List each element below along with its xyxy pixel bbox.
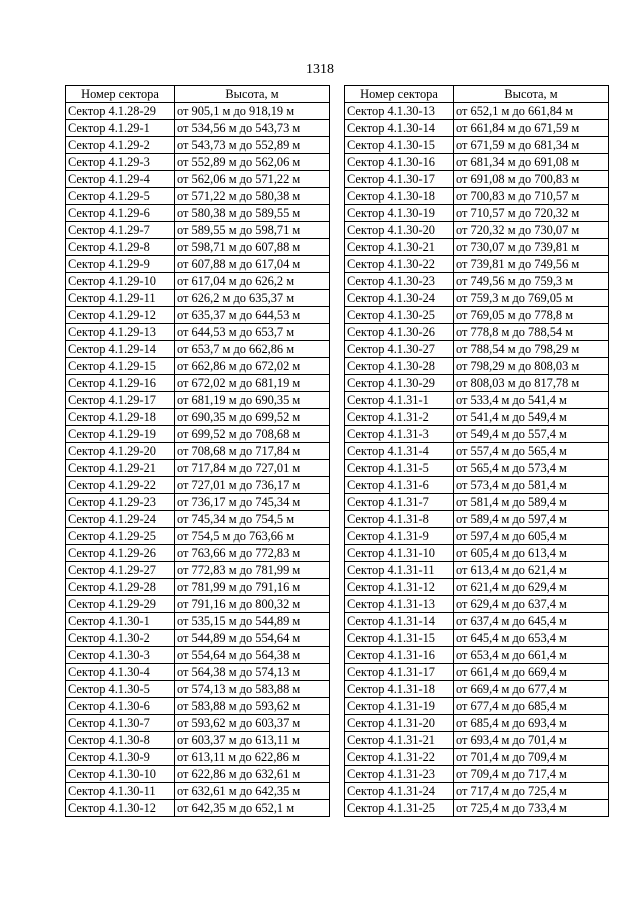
height-range-cell: от 617,04 м до 626,2 м <box>175 273 330 290</box>
sector-number-cell: Сектор 4.1.30-20 <box>345 222 454 239</box>
table-row <box>66 409 330 426</box>
sector-number-cell: Сектор 4.1.31-8 <box>345 511 454 528</box>
sector-number-cell: Сектор 4.1.30-21 <box>345 239 454 256</box>
table-row <box>66 783 330 800</box>
table-row <box>345 545 609 562</box>
sector-number-cell: Сектор 4.1.31-23 <box>345 766 454 783</box>
height-range-cell: от 533,4 м до 541,4 м <box>454 392 609 409</box>
table-row <box>345 596 609 613</box>
sector-number-cell: Сектор 4.1.29-4 <box>66 171 175 188</box>
sector-number-cell: Сектор 4.1.30-27 <box>345 341 454 358</box>
table-row <box>345 528 609 545</box>
sector-number-cell: Сектор 4.1.31-19 <box>345 698 454 715</box>
sector-number-cell: Сектор 4.1.30-22 <box>345 256 454 273</box>
height-range-cell: от 681,34 м до 691,08 м <box>454 154 609 171</box>
table-row <box>345 239 609 256</box>
height-range-cell: от 573,4 м до 581,4 м <box>454 477 609 494</box>
sector-number-cell: Сектор 4.1.30-2 <box>66 630 175 647</box>
height-range-cell: от 781,99 м до 791,16 м <box>175 579 330 596</box>
table-row <box>66 137 330 154</box>
height-range-cell: от 700,83 м до 710,57 м <box>454 188 609 205</box>
sector-number-cell: Сектор 4.1.30-9 <box>66 749 175 766</box>
sector-number-cell: Сектор 4.1.29-7 <box>66 222 175 239</box>
height-range-cell: от 653,4 м до 661,4 м <box>454 647 609 664</box>
table-row <box>345 307 609 324</box>
sector-number-cell: Сектор 4.1.29-19 <box>66 426 175 443</box>
height-range-cell: от 708,68 м до 717,84 м <box>175 443 330 460</box>
sector-number-cell: Сектор 4.1.30-1 <box>66 613 175 630</box>
sector-number-cell: Сектор 4.1.29-23 <box>66 494 175 511</box>
sector-number-cell: Сектор 4.1.30-12 <box>66 800 175 817</box>
table-row <box>66 307 330 324</box>
table-row <box>66 443 330 460</box>
table-row <box>66 613 330 630</box>
height-range-cell: от 754,5 м до 763,66 м <box>175 528 330 545</box>
table-row <box>66 562 330 579</box>
height-range-cell: от 661,4 м до 669,4 м <box>454 664 609 681</box>
height-range-cell: от 736,17 м до 745,34 м <box>175 494 330 511</box>
height-range-cell: от 905,1 м до 918,19 м <box>175 103 330 120</box>
height-range-cell: от 549,4 м до 557,4 м <box>454 426 609 443</box>
height-range-cell: от 720,32 м до 730,07 м <box>454 222 609 239</box>
height-range-cell: от 552,89 м до 562,06 м <box>175 154 330 171</box>
height-range-cell: от 727,01 м до 736,17 м <box>175 477 330 494</box>
sector-number-cell: Сектор 4.1.29-2 <box>66 137 175 154</box>
table-row <box>66 596 330 613</box>
table-row <box>345 273 609 290</box>
sector-number-cell: Сектор 4.1.30-29 <box>345 375 454 392</box>
sector-number-cell: Сектор 4.1.30-14 <box>345 120 454 137</box>
table-row <box>345 579 609 596</box>
height-range-cell: от 745,34 м до 754,5 м <box>175 511 330 528</box>
sector-number-cell: Сектор 4.1.29-11 <box>66 290 175 307</box>
sector-number-cell: Сектор 4.1.31-15 <box>345 630 454 647</box>
height-range-cell: от 709,4 м до 717,4 м <box>454 766 609 783</box>
height-range-cell: от 672,02 м до 681,19 м <box>175 375 330 392</box>
table-row <box>345 103 609 120</box>
height-range-cell: от 589,4 м до 597,4 м <box>454 511 609 528</box>
height-range-cell: от 772,83 м до 781,99 м <box>175 562 330 579</box>
table-row <box>345 732 609 749</box>
height-range-cell: от 791,16 м до 800,32 м <box>175 596 330 613</box>
table-row <box>345 358 609 375</box>
sector-number-cell: Сектор 4.1.29-12 <box>66 307 175 324</box>
height-range-cell: от 544,89 м до 554,64 м <box>175 630 330 647</box>
table-row <box>66 698 330 715</box>
table-row <box>345 800 609 817</box>
height-range-cell: от 778,8 м до 788,54 м <box>454 324 609 341</box>
sector-number-cell: Сектор 4.1.31-3 <box>345 426 454 443</box>
height-range-cell: от 677,4 м до 685,4 м <box>454 698 609 715</box>
sector-number-cell: Сектор 4.1.30-24 <box>345 290 454 307</box>
sector-number-cell: Сектор 4.1.31-16 <box>345 647 454 664</box>
height-range-cell: от 699,52 м до 708,68 м <box>175 426 330 443</box>
table-row <box>345 392 609 409</box>
table-row <box>66 324 330 341</box>
sector-number-cell: Сектор 4.1.30-13 <box>345 103 454 120</box>
height-range-cell: от 717,84 м до 727,01 м <box>175 460 330 477</box>
sector-number-cell: Сектор 4.1.31-18 <box>345 681 454 698</box>
height-range-cell: от 574,13 м до 583,88 м <box>175 681 330 698</box>
table-row <box>345 256 609 273</box>
height-range-cell: от 603,37 м до 613,11 м <box>175 732 330 749</box>
table-row <box>66 528 330 545</box>
table-body-right <box>345 103 609 817</box>
table-row <box>345 630 609 647</box>
sector-number-cell: Сектор 4.1.29-5 <box>66 188 175 205</box>
header-height: Высота, м <box>454 86 609 103</box>
sector-number-cell: Сектор 4.1.29-15 <box>66 358 175 375</box>
table-row <box>345 562 609 579</box>
table-row <box>345 681 609 698</box>
height-range-cell: от 580,38 м до 589,55 м <box>175 205 330 222</box>
sector-number-cell: Сектор 4.1.30-4 <box>66 664 175 681</box>
table-row <box>345 222 609 239</box>
table-row <box>345 613 609 630</box>
table-row <box>66 766 330 783</box>
height-range-cell: от 605,4 м до 613,4 м <box>454 545 609 562</box>
table-row <box>345 647 609 664</box>
height-range-cell: от 583,88 м до 593,62 м <box>175 698 330 715</box>
height-range-cell: от 607,88 м до 617,04 м <box>175 256 330 273</box>
height-range-cell: от 661,84 м до 671,59 м <box>454 120 609 137</box>
table-row <box>66 358 330 375</box>
page-number: 1318 <box>306 62 334 77</box>
table-row <box>66 392 330 409</box>
height-range-cell: от 629,4 м до 637,4 м <box>454 596 609 613</box>
table-row <box>66 256 330 273</box>
sector-number-cell: Сектор 4.1.29-25 <box>66 528 175 545</box>
sector-number-cell: Сектор 4.1.30-16 <box>345 154 454 171</box>
sector-number-cell: Сектор 4.1.29-18 <box>66 409 175 426</box>
height-range-cell: от 564,38 м до 574,13 м <box>175 664 330 681</box>
sector-number-cell: Сектор 4.1.29-10 <box>66 273 175 290</box>
height-range-cell: от 535,15 м до 544,89 м <box>175 613 330 630</box>
table-row <box>345 205 609 222</box>
sector-number-cell: Сектор 4.1.31-4 <box>345 443 454 460</box>
table-row <box>66 103 330 120</box>
table-row <box>66 154 330 171</box>
sector-number-cell: Сектор 4.1.29-3 <box>66 154 175 171</box>
height-range-cell: от 613,4 м до 621,4 м <box>454 562 609 579</box>
height-range-cell: от 788,54 м до 798,29 м <box>454 341 609 358</box>
height-range-cell: от 562,06 м до 571,22 м <box>175 171 330 188</box>
table-row <box>345 324 609 341</box>
height-range-cell: от 669,4 м до 677,4 м <box>454 681 609 698</box>
sector-number-cell: Сектор 4.1.31-1 <box>345 392 454 409</box>
table-row <box>66 273 330 290</box>
table-header-row <box>345 86 609 103</box>
table-row <box>66 630 330 647</box>
table-row <box>66 375 330 392</box>
table-row <box>345 783 609 800</box>
table-row <box>345 511 609 528</box>
height-range-cell: от 710,57 м до 720,32 м <box>454 205 609 222</box>
sector-number-cell: Сектор 4.1.30-23 <box>345 273 454 290</box>
sector-table-right <box>344 85 609 817</box>
height-range-cell: от 534,56 м до 543,73 м <box>175 120 330 137</box>
height-range-cell: от 613,11 м до 622,86 м <box>175 749 330 766</box>
table-row <box>66 647 330 664</box>
height-range-cell: от 681,19 м до 690,35 м <box>175 392 330 409</box>
sector-number-cell: Сектор 4.1.30-8 <box>66 732 175 749</box>
sector-number-cell: Сектор 4.1.31-12 <box>345 579 454 596</box>
sector-number-cell: Сектор 4.1.30-10 <box>66 766 175 783</box>
sector-number-cell: Сектор 4.1.30-6 <box>66 698 175 715</box>
sector-number-cell: Сектор 4.1.29-9 <box>66 256 175 273</box>
sector-number-cell: Сектор 4.1.29-26 <box>66 545 175 562</box>
table-row <box>66 290 330 307</box>
table-row <box>345 137 609 154</box>
sector-number-cell: Сектор 4.1.29-22 <box>66 477 175 494</box>
height-range-cell: от 739,81 м до 749,56 м <box>454 256 609 273</box>
table-row <box>345 766 609 783</box>
sector-number-cell: Сектор 4.1.30-17 <box>345 171 454 188</box>
sector-number-cell: Сектор 4.1.31-5 <box>345 460 454 477</box>
table-row <box>66 477 330 494</box>
table-row <box>66 205 330 222</box>
sector-number-cell: Сектор 4.1.30-11 <box>66 783 175 800</box>
sector-number-cell: Сектор 4.1.29-8 <box>66 239 175 256</box>
height-range-cell: от 589,55 м до 598,71 м <box>175 222 330 239</box>
table-row <box>345 426 609 443</box>
height-range-cell: от 685,4 м до 693,4 м <box>454 715 609 732</box>
table-row <box>345 409 609 426</box>
height-range-cell: от 701,4 м до 709,4 м <box>454 749 609 766</box>
table-row <box>66 341 330 358</box>
sector-number-cell: Сектор 4.1.29-20 <box>66 443 175 460</box>
height-range-cell: от 693,4 м до 701,4 м <box>454 732 609 749</box>
sector-number-cell: Сектор 4.1.31-25 <box>345 800 454 817</box>
table-row <box>66 579 330 596</box>
table-row <box>345 749 609 766</box>
table-row <box>345 171 609 188</box>
sector-number-cell: Сектор 4.1.29-29 <box>66 596 175 613</box>
height-range-cell: от 642,35 м до 652,1 м <box>175 800 330 817</box>
height-range-cell: от 626,2 м до 635,37 м <box>175 290 330 307</box>
table-row <box>66 800 330 817</box>
sector-number-cell: Сектор 4.1.30-28 <box>345 358 454 375</box>
table-row <box>66 426 330 443</box>
table-row <box>345 664 609 681</box>
height-range-cell: от 622,86 м до 632,61 м <box>175 766 330 783</box>
height-range-cell: от 763,66 м до 772,83 м <box>175 545 330 562</box>
sector-number-cell: Сектор 4.1.29-28 <box>66 579 175 596</box>
height-range-cell: от 808,03 м до 817,78 м <box>454 375 609 392</box>
table-row <box>66 545 330 562</box>
height-range-cell: от 637,4 м до 645,4 м <box>454 613 609 630</box>
sector-number-cell: Сектор 4.1.30-7 <box>66 715 175 732</box>
height-range-cell: от 725,4 м до 733,4 м <box>454 800 609 817</box>
table-row <box>345 154 609 171</box>
sector-number-cell: Сектор 4.1.31-13 <box>345 596 454 613</box>
height-range-cell: от 557,4 м до 565,4 м <box>454 443 609 460</box>
height-range-cell: от 717,4 м до 725,4 м <box>454 783 609 800</box>
sector-number-cell: Сектор 4.1.30-18 <box>345 188 454 205</box>
table-body-left <box>66 103 330 817</box>
sector-number-cell: Сектор 4.1.31-2 <box>345 409 454 426</box>
height-range-cell: от 798,29 м до 808,03 м <box>454 358 609 375</box>
sector-number-cell: Сектор 4.1.31-22 <box>345 749 454 766</box>
sector-number-cell: Сектор 4.1.28-29 <box>66 103 175 120</box>
sector-number-cell: Сектор 4.1.31-6 <box>345 477 454 494</box>
header-sector-number: Номер сектора <box>345 86 454 103</box>
table-row <box>66 188 330 205</box>
sector-number-cell: Сектор 4.1.29-13 <box>66 324 175 341</box>
table-row <box>345 494 609 511</box>
height-range-cell: от 632,61 м до 642,35 м <box>175 783 330 800</box>
table-row <box>66 460 330 477</box>
table-row <box>66 715 330 732</box>
sector-number-cell: Сектор 4.1.31-24 <box>345 783 454 800</box>
table-row <box>66 222 330 239</box>
height-range-cell: от 690,35 м до 699,52 м <box>175 409 330 426</box>
sector-number-cell: Сектор 4.1.29-14 <box>66 341 175 358</box>
sector-number-cell: Сектор 4.1.31-7 <box>345 494 454 511</box>
height-range-cell: от 621,4 м до 629,4 м <box>454 579 609 596</box>
table-row <box>66 511 330 528</box>
sector-number-cell: Сектор 4.1.31-21 <box>345 732 454 749</box>
sector-number-cell: Сектор 4.1.29-27 <box>66 562 175 579</box>
table-row <box>345 341 609 358</box>
sector-table-left <box>65 85 330 817</box>
height-range-cell: от 749,56 м до 759,3 м <box>454 273 609 290</box>
table-row <box>345 290 609 307</box>
sector-number-cell: Сектор 4.1.29-21 <box>66 460 175 477</box>
height-range-cell: от 662,86 м до 672,02 м <box>175 358 330 375</box>
table-row <box>66 749 330 766</box>
table-row <box>66 120 330 137</box>
sector-number-cell: Сектор 4.1.31-10 <box>345 545 454 562</box>
table-row <box>345 477 609 494</box>
table-row <box>345 460 609 477</box>
sector-number-cell: Сектор 4.1.29-24 <box>66 511 175 528</box>
sector-number-cell: Сектор 4.1.30-19 <box>345 205 454 222</box>
height-range-cell: от 730,07 м до 739,81 м <box>454 239 609 256</box>
table-row <box>345 120 609 137</box>
table-row <box>345 698 609 715</box>
table-row <box>66 494 330 511</box>
table-row <box>66 239 330 256</box>
table-row <box>345 715 609 732</box>
table-row <box>66 681 330 698</box>
sector-number-cell: Сектор 4.1.30-26 <box>345 324 454 341</box>
height-range-cell: от 652,1 м до 661,84 м <box>454 103 609 120</box>
sector-number-cell: Сектор 4.1.31-9 <box>345 528 454 545</box>
height-range-cell: от 571,22 м до 580,38 м <box>175 188 330 205</box>
height-range-cell: от 598,71 м до 607,88 м <box>175 239 330 256</box>
height-range-cell: от 635,37 м до 644,53 м <box>175 307 330 324</box>
sector-number-cell: Сектор 4.1.29-17 <box>66 392 175 409</box>
sector-number-cell: Сектор 4.1.31-17 <box>345 664 454 681</box>
table-row <box>66 664 330 681</box>
height-range-cell: от 759,3 м до 769,05 м <box>454 290 609 307</box>
height-range-cell: от 593,62 м до 603,37 м <box>175 715 330 732</box>
sector-number-cell: Сектор 4.1.29-1 <box>66 120 175 137</box>
height-range-cell: от 691,08 м до 700,83 м <box>454 171 609 188</box>
table-row <box>66 732 330 749</box>
sector-number-cell: Сектор 4.1.29-16 <box>66 375 175 392</box>
sector-number-cell: Сектор 4.1.30-25 <box>345 307 454 324</box>
height-range-cell: от 653,7 м до 662,86 м <box>175 341 330 358</box>
sector-number-cell: Сектор 4.1.30-5 <box>66 681 175 698</box>
header-height: Высота, м <box>175 86 330 103</box>
height-range-cell: от 554,64 м до 564,38 м <box>175 647 330 664</box>
height-range-cell: от 671,59 м до 681,34 м <box>454 137 609 154</box>
sector-number-cell: Сектор 4.1.31-20 <box>345 715 454 732</box>
header-sector-number: Номер сектора <box>66 86 175 103</box>
sector-number-cell: Сектор 4.1.30-15 <box>345 137 454 154</box>
height-range-cell: от 541,4 м до 549,4 м <box>454 409 609 426</box>
sector-number-cell: Сектор 4.1.31-14 <box>345 613 454 630</box>
height-range-cell: от 543,73 м до 552,89 м <box>175 137 330 154</box>
height-range-cell: от 769,05 м до 778,8 м <box>454 307 609 324</box>
table-row <box>345 443 609 460</box>
sector-number-cell: Сектор 4.1.30-3 <box>66 647 175 664</box>
height-range-cell: от 644,53 м до 653,7 м <box>175 324 330 341</box>
height-range-cell: от 645,4 м до 653,4 м <box>454 630 609 647</box>
sector-number-cell: Сектор 4.1.29-6 <box>66 205 175 222</box>
table-header-row <box>66 86 330 103</box>
table-row <box>345 188 609 205</box>
height-range-cell: от 581,4 м до 589,4 м <box>454 494 609 511</box>
table-row <box>66 171 330 188</box>
table-row <box>345 375 609 392</box>
height-range-cell: от 565,4 м до 573,4 м <box>454 460 609 477</box>
sector-number-cell: Сектор 4.1.31-11 <box>345 562 454 579</box>
height-range-cell: от 597,4 м до 605,4 м <box>454 528 609 545</box>
